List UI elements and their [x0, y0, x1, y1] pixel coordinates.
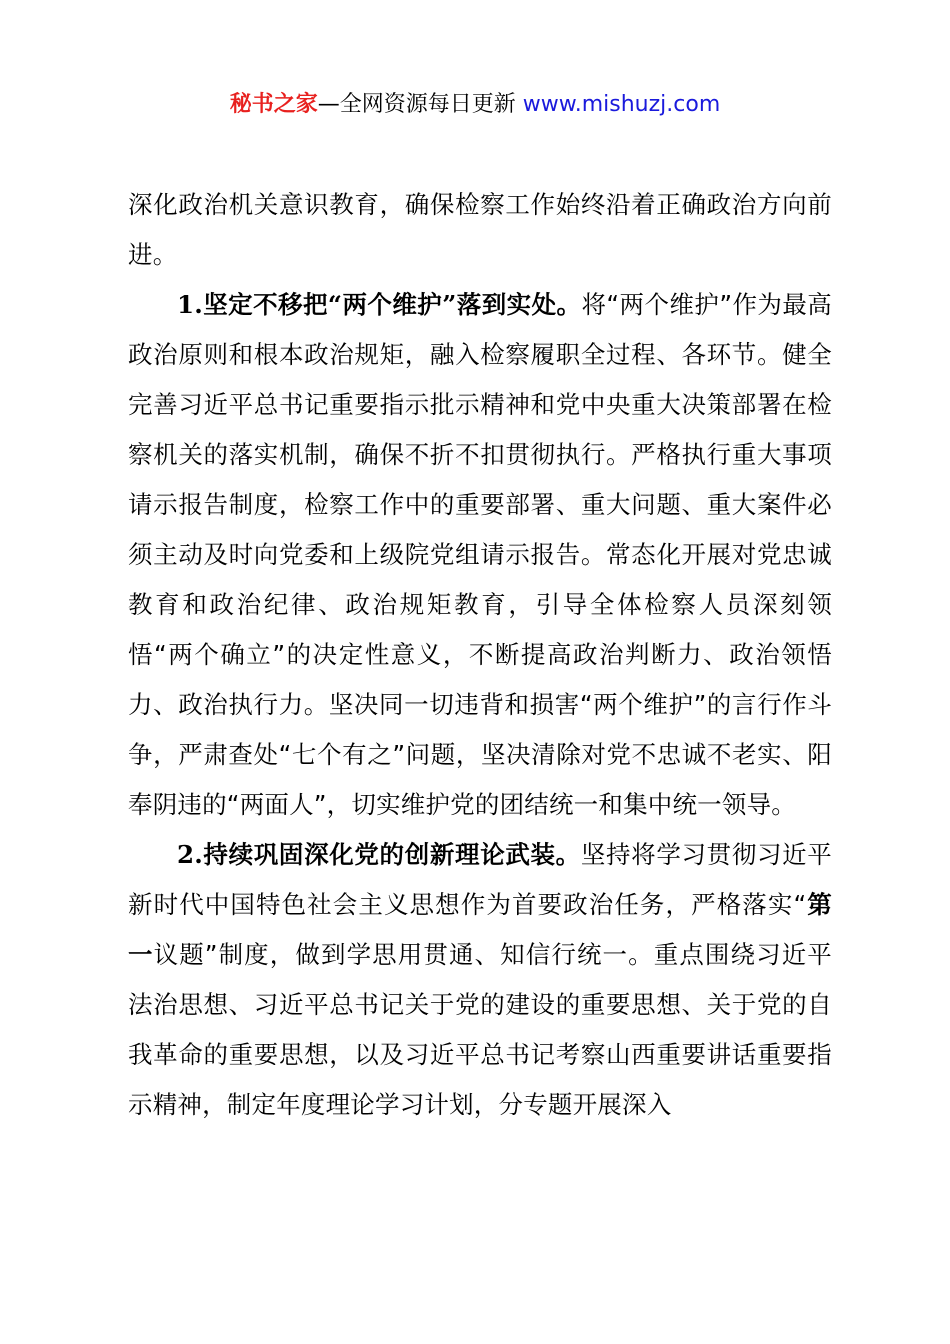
section-1-heading: 1.坚定不移把“两个维护”落到实处。	[177, 290, 582, 319]
intro-paragraph: 深化政治机关意识教育，确保检察工作始终沿着正确政治方向前进。	[128, 190, 832, 269]
section-2-bold-term: 第一	[128, 890, 833, 969]
brand-name: 秘书之家	[229, 92, 318, 117]
section-2-paragraph	[128, 830, 832, 1130]
site-url[interactable]: www.mishuzj.com	[522, 92, 721, 117]
site-header	[0, 88, 950, 122]
header-tagline: —全网资源每日更新	[317, 92, 516, 117]
document-body	[128, 180, 832, 1130]
section-2-heading: 2.持续巩固深化党的创新理论武装。	[177, 840, 581, 869]
section-1-paragraph	[128, 280, 832, 830]
section-1-body: 将“两个维护”作为最高政治原则和根本政治规矩，融入检察履职全过程、各环节。健全完善习近平总书记重要指示批示精神和党中央重大决策部署在检察机关的落实机制，确保不折不扣贯彻执行。严格执行重大事项请示报告制度，检察工作中的重要部署、重大问题、重大案件必须主动及时向党委和上级院党组请示报告。常态化开展对党忠诚教育和政治纪律、政治规矩教育，引导全体检察人员深刻领悟“两个确立”的决定性意义，不断提高政治判断力、政治领悟力、政治执行力。坚决同一切违背和损害“两个维护”的言行作斗争，严肃查处“七个有之”问题，坚决清除对党不忠诚不老实、阳奉阴违的“两面人”，切实维护党的团结统一和集中统一领导。	[128, 290, 832, 819]
section-2-body-end: 议题”制度，做到学思用贯通、知信行统一。重点围绕习近平法治思想、习近平总书记关于党的建设的重要思想、关于党的自我革命的重要思想，以及习近平总书记考察山西重要讲话重要指示精神，制定年度理论学习计划，分专题开展深入	[128, 940, 833, 1119]
section-2-body-start: 坚持将学习贯彻习近平新时代中国特色社会主义思想作为首要政治任务，严格落实“	[128, 840, 833, 919]
